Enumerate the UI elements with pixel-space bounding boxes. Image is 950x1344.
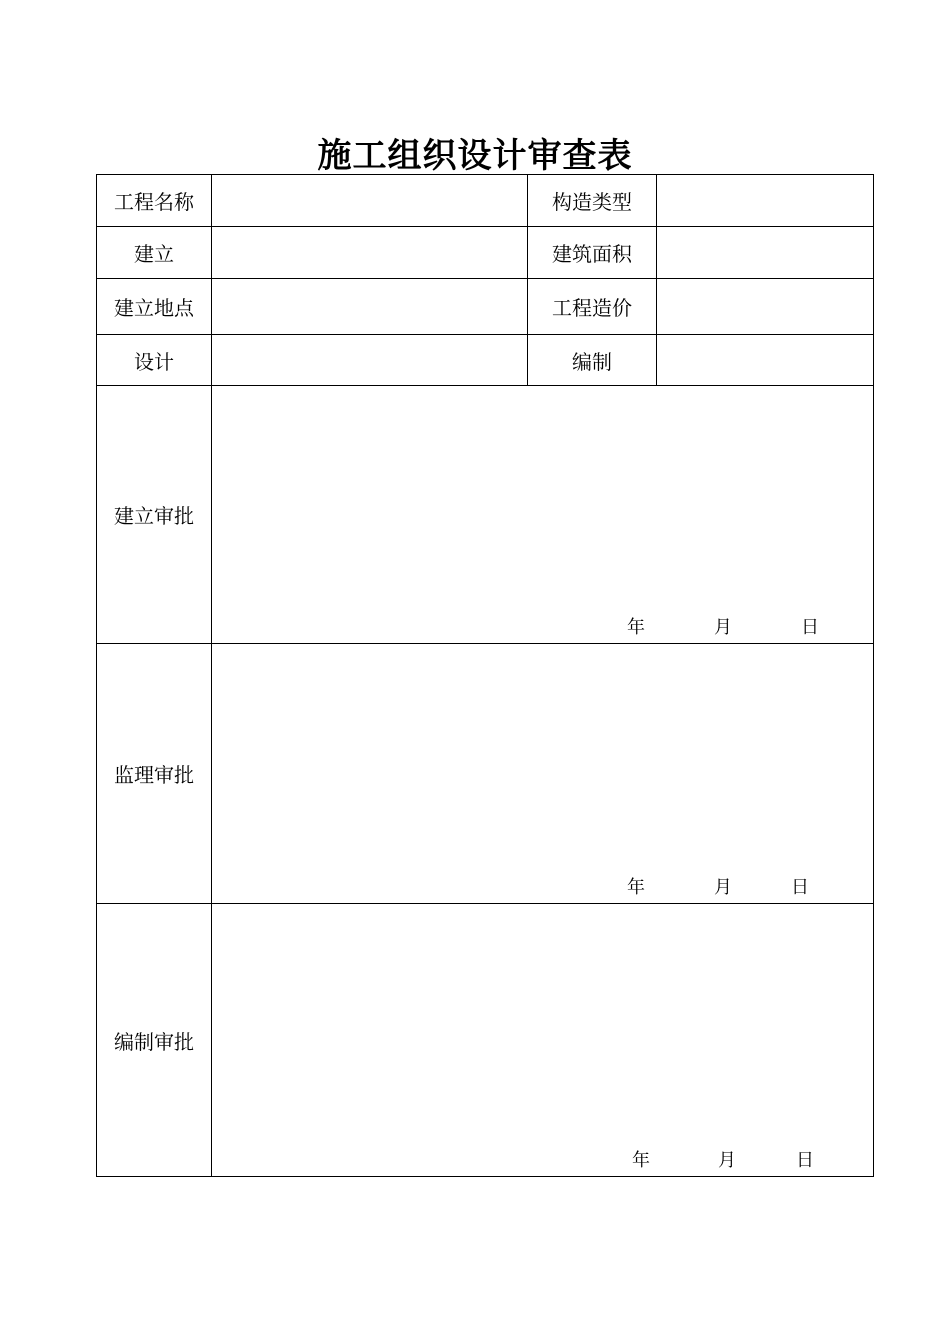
compile-approval-field[interactable] xyxy=(212,904,874,1177)
day-label: 日 xyxy=(796,1150,814,1171)
table-row xyxy=(97,335,874,386)
design-field[interactable] xyxy=(212,335,528,386)
compiler-field[interactable] xyxy=(657,335,874,386)
building-area-label: 建筑面积 xyxy=(528,227,657,279)
table-row xyxy=(97,644,874,904)
table-row xyxy=(97,386,874,644)
builder-field[interactable] xyxy=(212,227,528,279)
month-label: 月 xyxy=(714,877,732,898)
project-cost-label: 工程造价 xyxy=(528,279,657,335)
table-row xyxy=(97,279,874,335)
builder-label: 建立 xyxy=(97,227,212,279)
compile-approval-label: 编制审批 xyxy=(97,904,212,1177)
design-label: 设计 xyxy=(97,335,212,386)
supervision-approval-field[interactable] xyxy=(212,644,874,904)
page-title: 施工组织设计审查表 xyxy=(317,136,633,176)
day-label: 日 xyxy=(791,877,809,898)
table-row xyxy=(97,227,874,279)
month-label: 月 xyxy=(714,617,732,638)
structure-type-field[interactable] xyxy=(657,175,874,227)
compiler-label: 编制 xyxy=(528,335,657,386)
building-area-field[interactable] xyxy=(657,227,874,279)
project-name-field[interactable] xyxy=(212,175,528,227)
review-form-table xyxy=(96,174,874,1177)
table-row xyxy=(97,904,874,1177)
table-row xyxy=(97,175,874,227)
year-label: 年 xyxy=(632,1150,650,1171)
builder-approval-field[interactable] xyxy=(212,386,874,644)
project-cost-field[interactable] xyxy=(657,279,874,335)
year-label: 年 xyxy=(627,617,645,638)
build-location-label: 建立地点 xyxy=(97,279,212,335)
year-label: 年 xyxy=(627,877,645,898)
project-name-label: 工程名称 xyxy=(97,175,212,227)
day-label: 日 xyxy=(801,617,819,638)
month-label: 月 xyxy=(718,1150,736,1171)
structure-type-label: 构造类型 xyxy=(528,175,657,227)
builder-approval-label: 建立审批 xyxy=(97,386,212,644)
supervision-approval-label: 监理审批 xyxy=(97,644,212,904)
build-location-field[interactable] xyxy=(212,279,528,335)
